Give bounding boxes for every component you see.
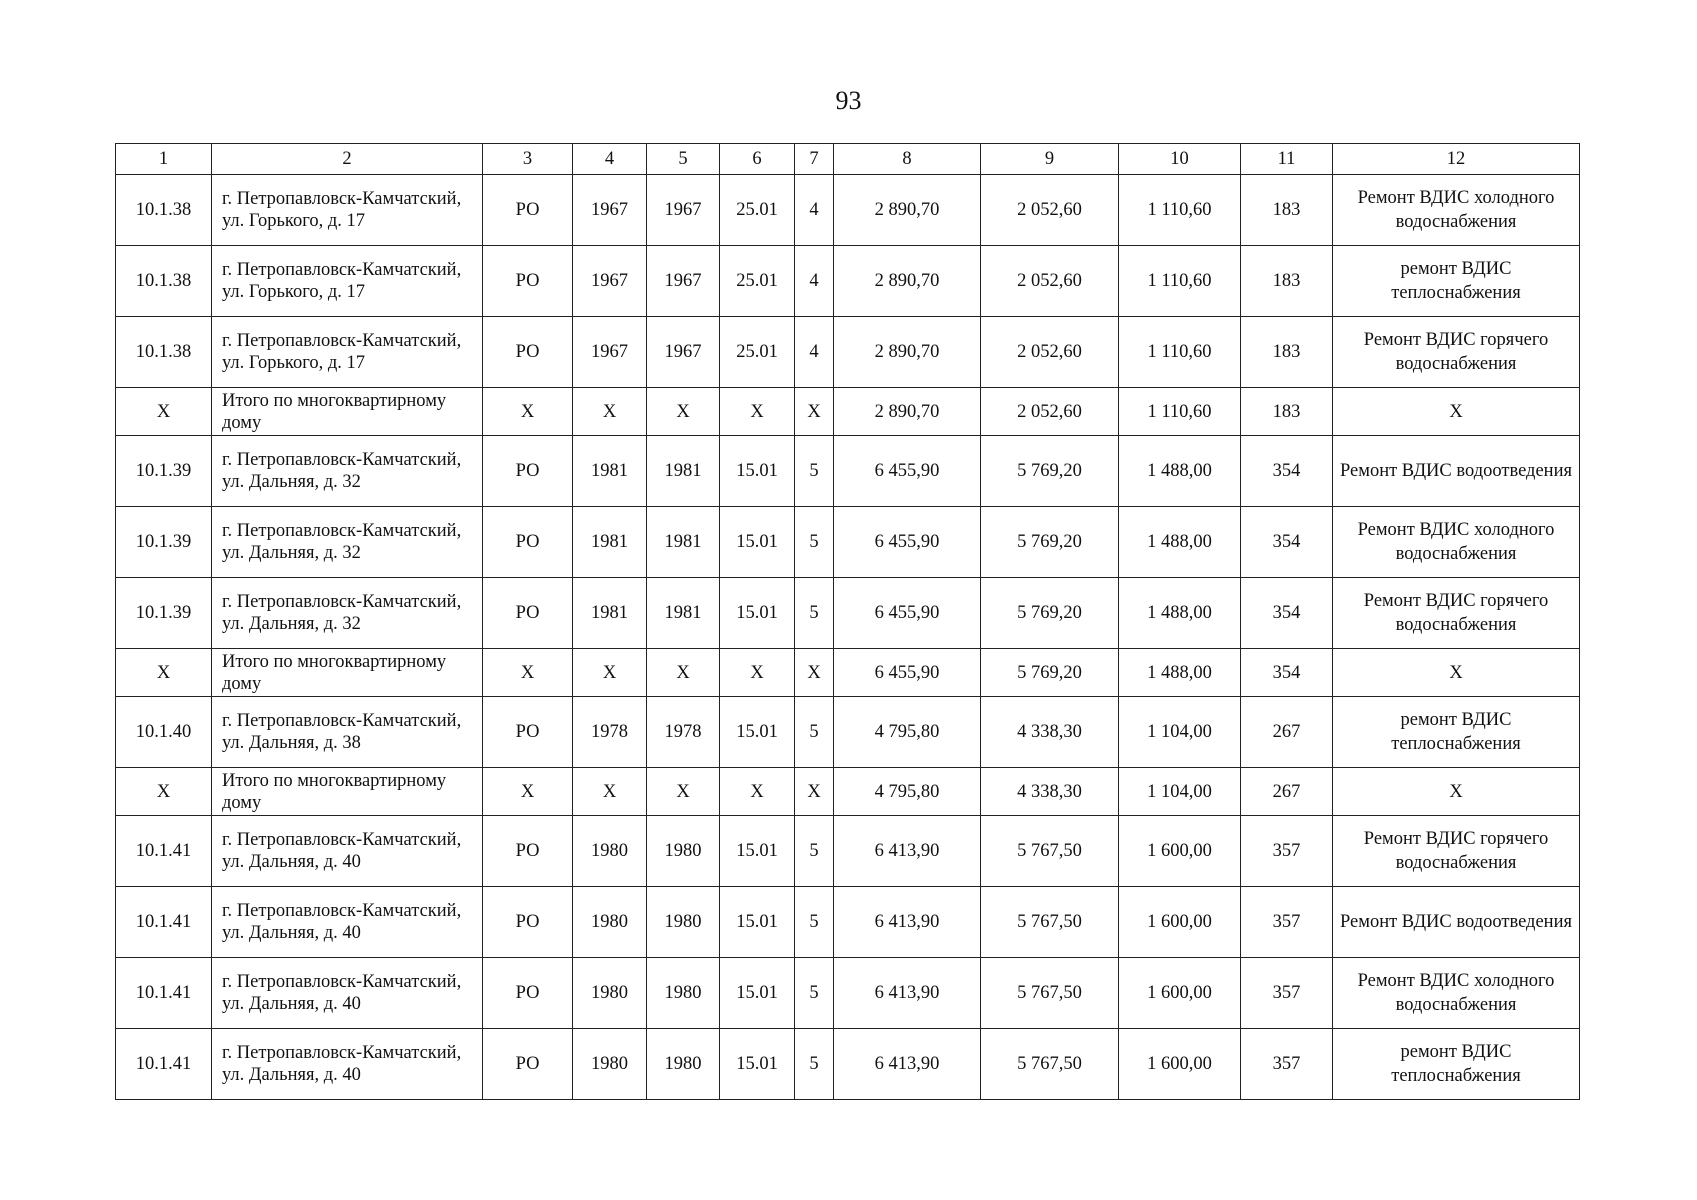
residential-area: 5 767,50 xyxy=(981,958,1119,1029)
total-area: 6 413,90 xyxy=(834,1029,981,1100)
total-area: 2 890,70 xyxy=(834,175,981,246)
address: г. Петропавловск-Камчатский, ул. Горького, д. 17 xyxy=(212,317,483,388)
residents-count: 357 xyxy=(1241,958,1333,1029)
year-commissioned: 1980 xyxy=(647,816,720,887)
wall-material-code: Х xyxy=(720,649,795,697)
column-header-10: 10 xyxy=(1119,144,1241,175)
floors-count: 5 xyxy=(795,887,834,958)
year-built: 1967 xyxy=(573,246,647,317)
residential-area: 4 338,30 xyxy=(981,697,1119,768)
year-commissioned: 1981 xyxy=(647,436,720,507)
address: г. Петропавловск-Камчатский, ул. Дальняя, д. 32 xyxy=(212,507,483,578)
total-area: 4 795,80 xyxy=(834,768,981,816)
residential-area: 5 769,20 xyxy=(981,649,1119,697)
table-row xyxy=(116,507,1580,578)
ownership-method: РО xyxy=(483,246,573,317)
work-type: ремонт ВДИС теплоснабжения xyxy=(1333,1029,1580,1100)
ownership-method: РО xyxy=(483,175,573,246)
year-built: 1981 xyxy=(573,578,647,649)
table-row xyxy=(116,175,1580,246)
residential-area: 5 767,50 xyxy=(981,816,1119,887)
year-built: 1978 xyxy=(573,697,647,768)
column-header-8: 8 xyxy=(834,144,981,175)
item-number: 10.1.41 xyxy=(116,958,212,1029)
floors-count: 4 xyxy=(795,246,834,317)
item-number: Х xyxy=(116,649,212,697)
wall-material-code: 15.01 xyxy=(720,816,795,887)
total-area: 6 413,90 xyxy=(834,816,981,887)
table-body xyxy=(116,175,1580,1100)
non-residential-area: 1 110,60 xyxy=(1119,317,1241,388)
residents-count: 267 xyxy=(1241,697,1333,768)
work-type: ремонт ВДИС теплоснабжения xyxy=(1333,697,1580,768)
wall-material-code: 15.01 xyxy=(720,697,795,768)
year-commissioned: Х xyxy=(647,388,720,436)
table-header xyxy=(116,144,1580,175)
item-number: Х xyxy=(116,768,212,816)
column-header-4: 4 xyxy=(573,144,647,175)
year-commissioned: 1980 xyxy=(647,887,720,958)
work-type: Ремонт ВДИС горячего водоснабжения xyxy=(1333,816,1580,887)
residents-count: 357 xyxy=(1241,887,1333,958)
non-residential-area: 1 110,60 xyxy=(1119,246,1241,317)
floors-count: 5 xyxy=(795,958,834,1029)
ownership-method: РО xyxy=(483,436,573,507)
total-row xyxy=(116,388,1580,436)
total-area: 4 795,80 xyxy=(834,697,981,768)
year-commissioned: 1981 xyxy=(647,507,720,578)
residents-count: 357 xyxy=(1241,816,1333,887)
page-number: 93 xyxy=(835,86,862,115)
non-residential-area: 1 488,00 xyxy=(1119,649,1241,697)
year-built: Х xyxy=(573,768,647,816)
column-header-3: 3 xyxy=(483,144,573,175)
residents-count: 354 xyxy=(1241,578,1333,649)
column-header-11: 11 xyxy=(1241,144,1333,175)
residential-area: 4 338,30 xyxy=(981,768,1119,816)
floors-count: 4 xyxy=(795,175,834,246)
year-built: 1967 xyxy=(573,317,647,388)
work-type: Ремонт ВДИС холодного водоснабжения xyxy=(1333,507,1580,578)
work-type: Х xyxy=(1333,388,1580,436)
wall-material-code: 25.01 xyxy=(720,317,795,388)
wall-material-code: 15.01 xyxy=(720,887,795,958)
item-number: Х xyxy=(116,388,212,436)
total-label: Итого по многоквартирному дому xyxy=(212,768,483,816)
wall-material-code: 15.01 xyxy=(720,436,795,507)
total-row xyxy=(116,649,1580,697)
residents-count: 183 xyxy=(1241,175,1333,246)
year-built: 1980 xyxy=(573,887,647,958)
residential-area: 5 769,20 xyxy=(981,578,1119,649)
address: г. Петропавловск-Камчатский, ул. Дальняя, д. 32 xyxy=(212,578,483,649)
wall-material-code: 15.01 xyxy=(720,507,795,578)
floors-count: 5 xyxy=(795,816,834,887)
table-row xyxy=(116,246,1580,317)
residential-area: 2 052,60 xyxy=(981,317,1119,388)
non-residential-area: 1 488,00 xyxy=(1119,436,1241,507)
year-built: 1980 xyxy=(573,816,647,887)
wall-material-code: 15.01 xyxy=(720,958,795,1029)
ownership-method: РО xyxy=(483,958,573,1029)
column-header-2: 2 xyxy=(212,144,483,175)
work-type: Ремонт ВДИС горячего водоснабжения xyxy=(1333,317,1580,388)
table-row xyxy=(116,958,1580,1029)
column-header-5: 5 xyxy=(647,144,720,175)
year-built: Х xyxy=(573,649,647,697)
non-residential-area: 1 488,00 xyxy=(1119,507,1241,578)
floors-count: 5 xyxy=(795,697,834,768)
year-commissioned: 1978 xyxy=(647,697,720,768)
address: г. Петропавловск-Камчатский, ул. Дальняя, д. 32 xyxy=(212,436,483,507)
ownership-method: РО xyxy=(483,578,573,649)
work-type: Х xyxy=(1333,649,1580,697)
year-built: 1980 xyxy=(573,958,647,1029)
residential-area: 5 769,20 xyxy=(981,507,1119,578)
floors-count: 5 xyxy=(795,1029,834,1100)
table-row xyxy=(116,697,1580,768)
work-type: Ремонт ВДИС холодного водоснабжения xyxy=(1333,175,1580,246)
column-header-1: 1 xyxy=(116,144,212,175)
wall-material-code: 25.01 xyxy=(720,246,795,317)
address: г. Петропавловск-Камчатский, ул. Дальняя, д. 40 xyxy=(212,958,483,1029)
residential-area: 5 769,20 xyxy=(981,436,1119,507)
item-number: 10.1.40 xyxy=(116,697,212,768)
total-row xyxy=(116,768,1580,816)
item-number: 10.1.39 xyxy=(116,578,212,649)
work-type: Ремонт ВДИС горячего водоснабжения xyxy=(1333,578,1580,649)
floors-count: 4 xyxy=(795,317,834,388)
floors-count: Х xyxy=(795,388,834,436)
address: г. Петропавловск-Камчатский, ул. Горького, д. 17 xyxy=(212,246,483,317)
ownership-method: РО xyxy=(483,1029,573,1100)
work-type: Ремонт ВДИС холодного водоснабжения xyxy=(1333,958,1580,1029)
residents-count: 267 xyxy=(1241,768,1333,816)
residential-area: 2 052,60 xyxy=(981,388,1119,436)
non-residential-area: 1 110,60 xyxy=(1119,388,1241,436)
year-commissioned: 1980 xyxy=(647,958,720,1029)
residential-area: 2 052,60 xyxy=(981,246,1119,317)
total-area: 2 890,70 xyxy=(834,388,981,436)
item-number: 10.1.41 xyxy=(116,816,212,887)
total-area: 6 455,90 xyxy=(834,507,981,578)
non-residential-area: 1 110,60 xyxy=(1119,175,1241,246)
year-commissioned: 1980 xyxy=(647,1029,720,1100)
wall-material-code: Х xyxy=(720,768,795,816)
year-built: 1981 xyxy=(573,507,647,578)
non-residential-area: 1 600,00 xyxy=(1119,887,1241,958)
residential-area: 5 767,50 xyxy=(981,1029,1119,1100)
non-residential-area: 1 488,00 xyxy=(1119,578,1241,649)
item-number: 10.1.38 xyxy=(116,317,212,388)
non-residential-area: 1 600,00 xyxy=(1119,816,1241,887)
year-commissioned: 1967 xyxy=(647,317,720,388)
ownership-method: РО xyxy=(483,816,573,887)
total-area: 2 890,70 xyxy=(834,317,981,388)
wall-material-code: 25.01 xyxy=(720,175,795,246)
column-header-6: 6 xyxy=(720,144,795,175)
year-built: 1967 xyxy=(573,175,647,246)
item-number: 10.1.38 xyxy=(116,175,212,246)
ownership-method: РО xyxy=(483,507,573,578)
floors-count: 5 xyxy=(795,507,834,578)
ownership-method: Х xyxy=(483,388,573,436)
address: г. Петропавловск-Камчатский, ул. Горького, д. 17 xyxy=(212,175,483,246)
non-residential-area: 1 104,00 xyxy=(1119,697,1241,768)
work-type: ремонт ВДИС теплоснабжения xyxy=(1333,246,1580,317)
year-commissioned: Х xyxy=(647,768,720,816)
item-number: 10.1.38 xyxy=(116,246,212,317)
work-type: Х xyxy=(1333,768,1580,816)
total-label: Итого по многоквартирному дому xyxy=(212,649,483,697)
column-header-9: 9 xyxy=(981,144,1119,175)
residents-count: 183 xyxy=(1241,317,1333,388)
address: г. Петропавловск-Камчатский, ул. Дальняя, д. 40 xyxy=(212,816,483,887)
year-built: 1980 xyxy=(573,1029,647,1100)
table-row xyxy=(116,1029,1580,1100)
ownership-method: РО xyxy=(483,887,573,958)
wall-material-code: 15.01 xyxy=(720,1029,795,1100)
year-built: Х xyxy=(573,388,647,436)
non-residential-area: 1 104,00 xyxy=(1119,768,1241,816)
ownership-method: РО xyxy=(483,697,573,768)
work-type: Ремонт ВДИС водоотведения xyxy=(1333,436,1580,507)
item-number: 10.1.39 xyxy=(116,507,212,578)
total-area: 2 890,70 xyxy=(834,246,981,317)
item-number: 10.1.39 xyxy=(116,436,212,507)
item-number: 10.1.41 xyxy=(116,887,212,958)
address: г. Петропавловск-Камчатский, ул. Дальняя, д. 40 xyxy=(212,887,483,958)
repair-program-table xyxy=(115,143,1580,1100)
year-commissioned: 1967 xyxy=(647,246,720,317)
floors-count: Х xyxy=(795,768,834,816)
non-residential-area: 1 600,00 xyxy=(1119,1029,1241,1100)
non-residential-area: 1 600,00 xyxy=(1119,958,1241,1029)
total-area: 6 455,90 xyxy=(834,436,981,507)
floors-count: Х xyxy=(795,649,834,697)
ownership-method: Х xyxy=(483,768,573,816)
total-label: Итого по многоквартирному дому xyxy=(212,388,483,436)
residents-count: 354 xyxy=(1241,436,1333,507)
residents-count: 354 xyxy=(1241,649,1333,697)
item-number: 10.1.41 xyxy=(116,1029,212,1100)
year-built: 1981 xyxy=(573,436,647,507)
column-header-7: 7 xyxy=(795,144,834,175)
residents-count: 354 xyxy=(1241,507,1333,578)
total-area: 6 455,90 xyxy=(834,578,981,649)
ownership-method: РО xyxy=(483,317,573,388)
column-number-row xyxy=(116,144,1580,175)
year-commissioned: 1981 xyxy=(647,578,720,649)
address: г. Петропавловск-Камчатский, ул. Дальняя, д. 38 xyxy=(212,697,483,768)
total-area: 6 413,90 xyxy=(834,958,981,1029)
residents-count: 357 xyxy=(1241,1029,1333,1100)
work-type: Ремонт ВДИС водоотведения xyxy=(1333,887,1580,958)
table-row xyxy=(116,317,1580,388)
table-row xyxy=(116,816,1580,887)
residential-area: 2 052,60 xyxy=(981,175,1119,246)
residential-area: 5 767,50 xyxy=(981,887,1119,958)
table-row xyxy=(116,578,1580,649)
floors-count: 5 xyxy=(795,578,834,649)
table-row xyxy=(116,436,1580,507)
ownership-method: Х xyxy=(483,649,573,697)
floors-count: 5 xyxy=(795,436,834,507)
table-row xyxy=(116,887,1580,958)
column-header-12: 12 xyxy=(1333,144,1580,175)
wall-material-code: Х xyxy=(720,388,795,436)
total-area: 6 455,90 xyxy=(834,649,981,697)
year-commissioned: 1967 xyxy=(647,175,720,246)
residents-count: 183 xyxy=(1241,388,1333,436)
address: г. Петропавловск-Камчатский, ул. Дальняя, д. 40 xyxy=(212,1029,483,1100)
residents-count: 183 xyxy=(1241,246,1333,317)
total-area: 6 413,90 xyxy=(834,887,981,958)
year-commissioned: Х xyxy=(647,649,720,697)
wall-material-code: 15.01 xyxy=(720,578,795,649)
